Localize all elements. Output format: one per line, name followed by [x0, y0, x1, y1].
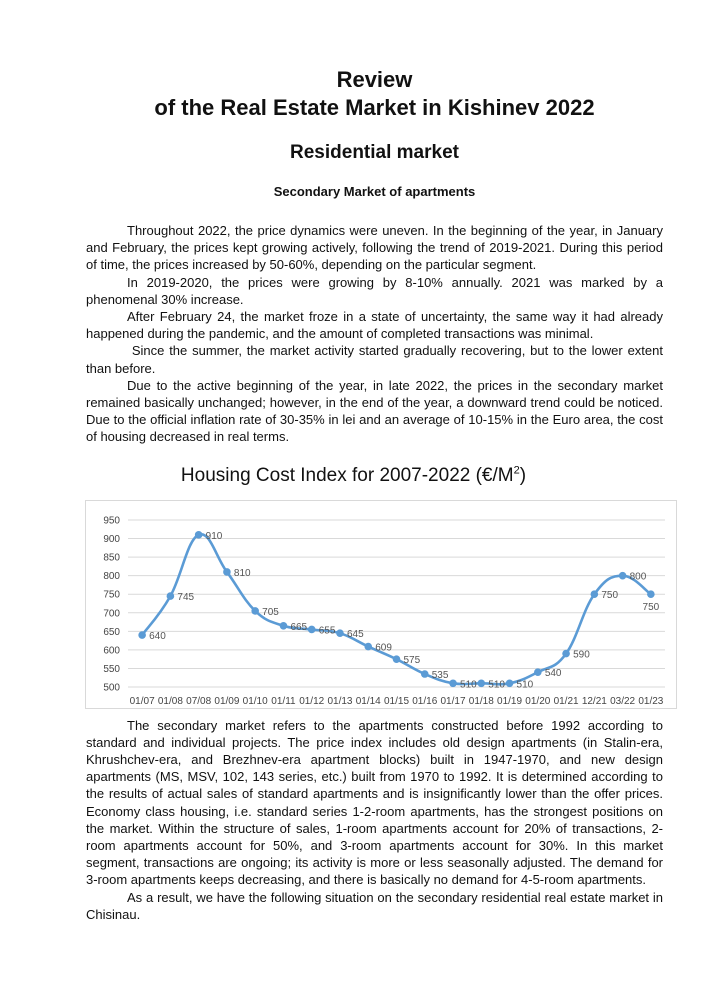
data-point [534, 668, 542, 676]
data-label: 510 [460, 678, 477, 690]
paragraph-text: Due to the active beginning of the year, in late 2022, the prices in the secondary market remained basically unchanged; however, in the end of the year, a downward trend could be noticed. Due to the official inflation rate of 30-35% in lei and an average of 10-15% in the Euro area, the cost of housing decreased in real terms. [86, 377, 663, 445]
data-label: 640 [149, 630, 166, 642]
y-tick-label: 700 [103, 607, 120, 619]
y-tick-label: 750 [103, 589, 120, 601]
paragraph-text: In 2019-2020, the prices were growing by 8-10% annually. 2021 was marked by a phenomenal 30% increase. [86, 274, 663, 307]
paragraph-secondary-market-definition [86, 717, 663, 889]
chart-title-end: ) [519, 464, 527, 486]
housing-cost-index-chart [85, 500, 677, 709]
data-point [308, 625, 316, 633]
data-label: 750 [601, 589, 619, 601]
data-label: 510 [488, 678, 505, 690]
data-point [647, 590, 655, 598]
data-label: 750 [642, 601, 660, 613]
paragraph-late-2022 [86, 377, 663, 446]
x-axis-ticks [130, 696, 664, 707]
data-label: 590 [573, 649, 590, 661]
y-tick-label: 500 [103, 682, 120, 694]
paragraph-conclusion [86, 889, 663, 923]
data-point [421, 670, 429, 678]
data-point [506, 679, 514, 687]
x-tick-label: 01/14 [355, 695, 381, 707]
x-tick-label: 01/23 [638, 695, 664, 707]
data-point [619, 572, 627, 580]
paragraph-text: Since the summer, the market activity started gradually recovering, but to the lower extent than before. [86, 343, 663, 376]
x-tick-label: 01/09 [214, 695, 240, 707]
data-point [364, 642, 372, 650]
subsection-heading: Secondary Market of apartments [273, 184, 476, 199]
data-label: 745 [177, 591, 195, 603]
chart-title-superscript: 2 [513, 464, 520, 477]
data-label: 645 [346, 628, 364, 640]
data-point [223, 568, 231, 576]
y-tick-label: 950 [103, 515, 120, 527]
data-point [167, 592, 175, 600]
data-point [138, 631, 146, 639]
paragraph-text: After February 24, the market froze in a state of uncertainty, the same way it had already happened during the pandemic, and the amount of completed transactions was minimal. [86, 309, 663, 342]
paragraph-growth-2019-2021 [86, 274, 663, 308]
data-label: 540 [544, 667, 562, 679]
x-tick-label: 01/16 [412, 695, 438, 707]
x-tick-label: 01/17 [440, 695, 466, 707]
data-label: 800 [629, 571, 647, 583]
paragraph-text: The secondary market refers to the apartments constructed before 1992 according to standard and individual projects. The price index includes old design apartments (in Stalin-era, Khrushchev-era, and Brezhnev-era apartment blocks) built in 1947-1970, and new design apartments (MS, MSV, 102, 143 series, etc.) built from 1970 to 1992. It is determined according to the results of actual sales of standard apartments and is insignificantly lower than the offer prices. Economy class housing, i.e. standard series 1-2-room apartments, has the strongest positions on the market. Within the structure of sales, 1-room apartments account for 20% of transactions, 2-room apartments account for 50%, and 3-room apartments account for 30%. In this market segment, transactions are ongoing; its activity is more or less seasonally adjusted. The demand for 3-room apartments keeps decreasing, and there is basically no demand for 4-5-room apartments. [86, 717, 663, 888]
y-tick-label: 850 [103, 552, 120, 564]
data-point [562, 649, 570, 657]
data-label: 510 [516, 678, 534, 690]
x-tick-label: 01/19 [497, 695, 523, 707]
x-tick-label: 01/20 [525, 695, 551, 707]
data-label: 665 [290, 621, 308, 633]
paragraph-text: As a result, we have the following situation on the secondary residential real estate market in Chisinau. [86, 889, 663, 922]
x-tick-label: 01/15 [383, 695, 410, 707]
x-tick-label: 07/08 [186, 695, 212, 707]
chart-title [0, 464, 707, 488]
x-tick-label: 01/08 [157, 695, 183, 707]
y-tick-label: 800 [103, 570, 120, 582]
paragraph-price-dynamics [86, 222, 663, 274]
data-label: 810 [233, 567, 251, 579]
paragraph-summer-recovery [86, 342, 663, 376]
section-heading: Residential market [290, 142, 459, 163]
x-tick-label: 12/21 [581, 695, 607, 707]
y-tick-label: 650 [103, 626, 120, 638]
data-point [251, 607, 259, 615]
paragraph-february-24 [86, 308, 663, 342]
data-label: 705 [262, 606, 279, 618]
data-label: 609 [375, 642, 392, 654]
data-label: 575 [403, 654, 421, 666]
x-tick-label: 01/12 [299, 695, 325, 707]
x-tick-label: 01/11 [271, 695, 296, 707]
data-point [477, 679, 485, 687]
document-title-line-2: of the Real Estate Market in Kishinev 2022 [154, 95, 595, 120]
document-title-line-1: Review [336, 67, 413, 92]
x-tick-label: 01/10 [242, 695, 268, 707]
paragraph-text: Throughout 2022, the price dynamics were uneven. In the beginning of the year, in January and February, the prices kept growing actively, following the trend of 2019-2021. During this period of time, the prices increased by 50-60%, depending on the particular segment. [86, 223, 663, 273]
data-point [449, 679, 457, 687]
data-point [195, 531, 203, 539]
chart-container [85, 500, 677, 709]
x-tick-label: 01/18 [468, 695, 494, 707]
data-label: 535 [431, 669, 449, 681]
x-tick-label: 01/21 [553, 695, 579, 707]
x-tick-label: 03/22 [610, 695, 636, 707]
x-tick-label: 01/07 [129, 695, 155, 707]
x-tick-label: 01/13 [327, 695, 353, 707]
y-tick-label: 600 [103, 645, 120, 657]
data-point [280, 622, 288, 630]
data-label: 655 [318, 625, 336, 637]
data-point [336, 629, 344, 637]
data-point [393, 655, 401, 663]
y-tick-label: 900 [103, 533, 120, 545]
chart-title-text: Housing Cost Index for 2007-2022 (€/M [180, 464, 514, 486]
y-tick-label: 550 [103, 663, 120, 675]
data-label: 910 [205, 530, 223, 542]
data-point [591, 590, 599, 598]
